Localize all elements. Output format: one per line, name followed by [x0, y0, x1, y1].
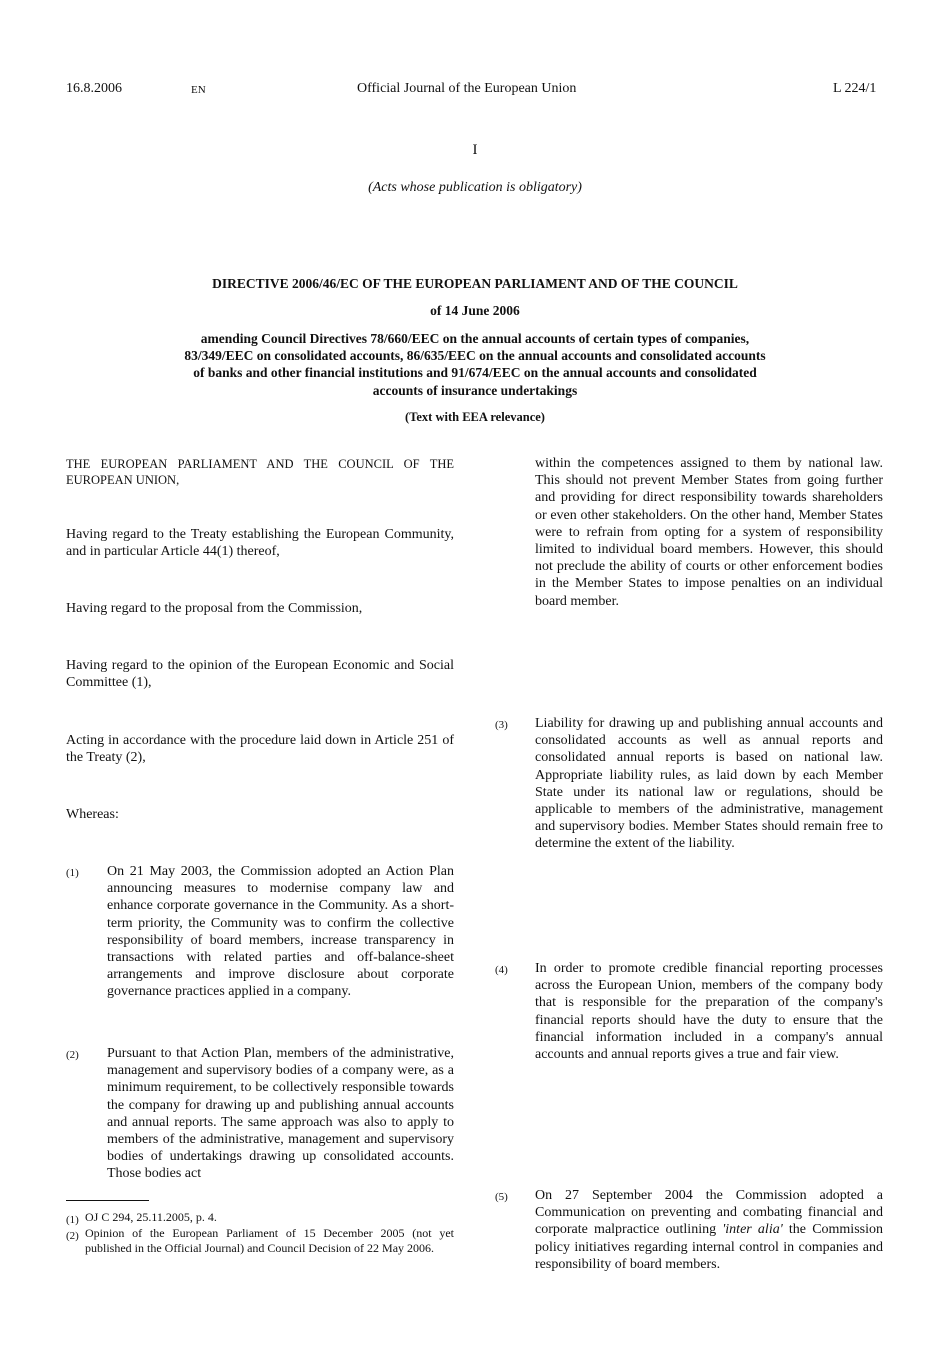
footnote-number: (1) [66, 1214, 79, 1226]
amending-line: accounts of insurance undertakings [372, 382, 578, 398]
recital-number: (4) [495, 964, 508, 976]
directive-title: DIRECTIVE 2006/46/EC OF THE EUROPEAN PARLIAMENT AND OF THE COUNCIL [212, 276, 738, 291]
header-page-ref: L 224/1 [833, 81, 877, 96]
preamble-treaty: Having regard to the Treaty establishing the European Community, and in particular Article 44(1) thereof, [66, 527, 454, 560]
preamble-proposal: Having regard to the proposal from the Commission, [66, 601, 363, 616]
preamble-opinion: Having regard to the opinion of the European Economic and Social Committee (1), [66, 658, 454, 691]
eea-relevance: (Text with EEA relevance) [405, 410, 545, 424]
preamble-authors: THE EUROPEAN PARLIAMENT AND THE COUNCIL OF THE EUROPEAN UNION, [66, 457, 454, 487]
recital-text-part: On 27 September 2004 the Commission adopted a Communication on preventing and combating financial and corporate malpractice outlining [535, 1188, 883, 1238]
recital-text: Liability for drawing up and publishing annual accounts and consolidated accounts as well as annual reports and consolidated annual reports is based on national law. Appropriate liability rules, as laid down by each Member State under its national law or regulations, should be applicable to members of the administrative, management and supervisory bodies. Member States should remain free to determine the extent of the liability. [535, 716, 883, 852]
preamble-procedure: Acting in accordance with the procedure laid down in Article 251 of the Treaty (2), [66, 733, 454, 766]
recital-text-part: the Commission policy initiatives regarding internal control in companies and responsibility of board members. [535, 1222, 883, 1272]
directive-date: of 14 June 2006 [430, 303, 520, 318]
recital-number: (3) [495, 719, 508, 731]
directive-amending [0, 330, 950, 399]
recital-text [535, 1187, 883, 1273]
recital-continuation: within the competences assigned to them by national law. This should not prevent Member States from going further and providing for direct responsibility towards shareholders or even other stakeholders. On the other hand, Member States were to refrain from opting for a system of responsibility limited to individual board members. However, this should not preclude the ability of courts or other enforcement bodies in the Member States to impose penalties on an individual board member. [535, 456, 883, 609]
recital-text: Pursuant to that Action Plan, members of the administrative, management and supervisory bodies of a company were, as a minimum requirement, to be collectively responsible towards the company for drawing up and publishing annual accounts and annual reports. The same approach was also to apply to members of the administrative, management and supervisory bodies of undertakings drawing up consolidated accounts. Those bodies act [107, 1046, 454, 1182]
recital-text: In order to promote credible financial reporting processes across the European Union, members of the company body that is responsible for the preparation of the company's financial reports should have the duty to ensure that the financial information included in a company's annual accounts and annual reports gives a true and fair view. [535, 961, 883, 1063]
recital-number: (2) [66, 1049, 79, 1061]
amending-line: amending Council Directives 78/660/EEC on the annual accounts of certain types of companies, [200, 331, 750, 346]
header-journal-title: Official Journal of the European Union [357, 81, 577, 96]
footnote-text: Opinion of the European Parliament of 15 December 2005 (not yet published in the Official Journal) and Council Decision of 22 May 2006. [85, 1226, 454, 1256]
header-language: EN [191, 84, 206, 96]
recital-number: (1) [66, 867, 79, 879]
footnote-number: (2) [66, 1230, 79, 1242]
recital-text-italic: 'inter alia' [722, 1222, 783, 1238]
recital-number: (5) [495, 1191, 508, 1203]
section-subtitle: (Acts whose publication is obligatory) [368, 180, 582, 195]
recital-text: On 21 May 2003, the Commission adopted an Action Plan announcing measures to modernise company law and enhance corporate governance in the Community. As a short-term priority, the Community was to confirm the collective responsibility of board members, increase transparency in transactions with related parties and off-balance-sheet arrangements and improve disclosure about corporate governance practices applied in a company. [107, 864, 454, 1000]
amending-line: 83/349/EEC on consolidated accounts, 86/635/EEC on the annual accounts and consolidated accounts [184, 348, 766, 364]
section-numeral: I [472, 142, 478, 158]
header-date: 16.8.2006 [66, 81, 122, 96]
amending-line: of banks and other financial institutions and 91/674/EEC on the annual accounts and consolidated [193, 365, 757, 381]
footnote-text: OJ C 294, 25.11.2005, p. 4. [85, 1210, 217, 1224]
preamble-whereas: Whereas: [66, 807, 119, 822]
footnote-separator [66, 1200, 149, 1201]
